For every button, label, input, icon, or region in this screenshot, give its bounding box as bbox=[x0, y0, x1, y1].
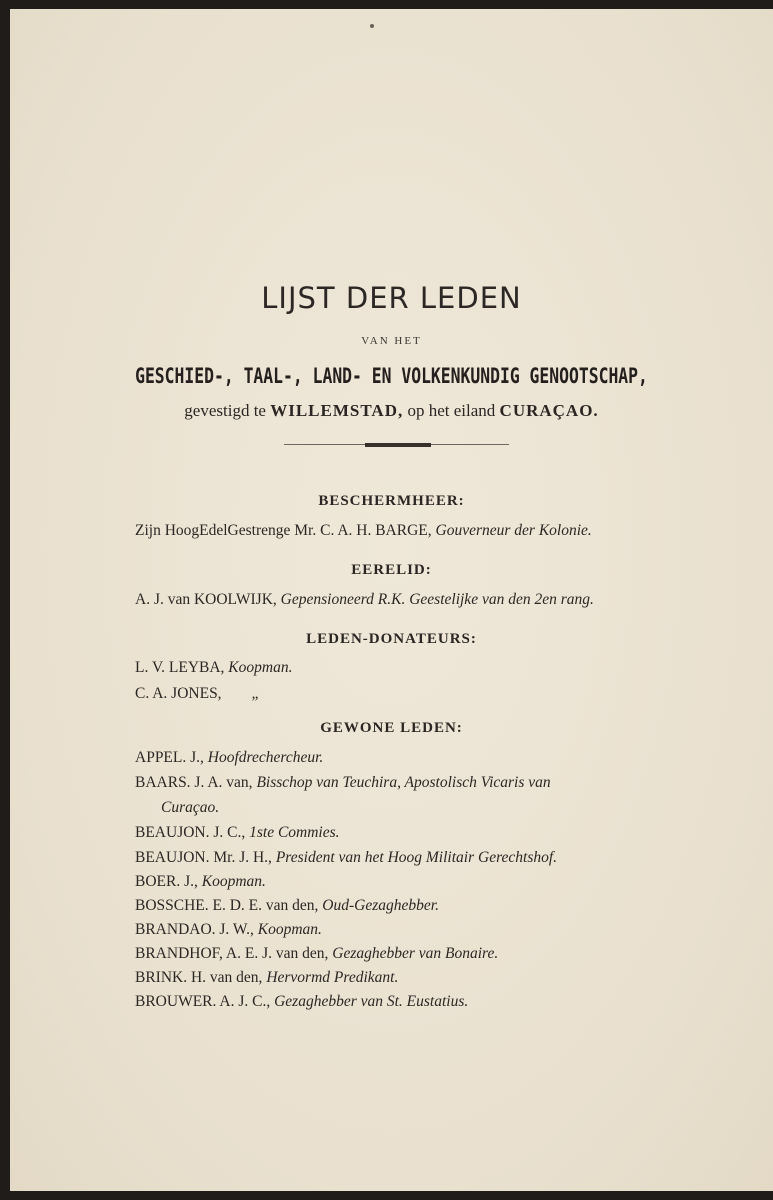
member-role: President van het Hoog Militair Gerechtshof. bbox=[275, 849, 558, 866]
society-name: GESCHIED-, TAAL-, LAND- EN VOLKENKUNDIG GENOOTSCHAP, bbox=[135, 364, 648, 388]
heading-gewone-leden: GEWONE LEDEN: bbox=[320, 720, 463, 736]
member-name: BRINK. H. van den, bbox=[135, 969, 263, 986]
member-role: „ bbox=[251, 685, 261, 702]
seat-city: WILLEMSTAD, bbox=[270, 401, 404, 420]
divider-bar bbox=[365, 443, 431, 447]
member-role: Koopman. bbox=[201, 873, 266, 890]
member-name: Zijn HoogEdelGestrenge Mr. C. A. H. BARGE, bbox=[135, 522, 432, 539]
member-name: A. J. van KOOLWIJK, bbox=[135, 591, 277, 608]
member-role: 1ste Commies. bbox=[249, 824, 340, 841]
list-item bbox=[135, 659, 292, 677]
member-role: Gepensioneerd R.K. Geestelijke van den 2en rang. bbox=[280, 591, 594, 608]
list-item-continuation bbox=[161, 799, 219, 817]
member-name: BEAUJON. Mr. J. H., bbox=[135, 849, 272, 866]
member-role: Curaçao. bbox=[161, 799, 220, 816]
member-name: BEAUJON. J. C., bbox=[135, 824, 246, 841]
member-role: Gezaghebber van Bonaire. bbox=[332, 945, 499, 962]
member-name: BOSSCHE. E. D. E. van den, bbox=[135, 897, 319, 914]
list-item bbox=[135, 921, 322, 939]
list-item bbox=[135, 774, 551, 792]
list-item bbox=[135, 873, 266, 891]
list-item bbox=[135, 969, 398, 987]
print-mark bbox=[370, 24, 374, 28]
heading-eerelid: EERELID: bbox=[351, 562, 432, 578]
member-name: BRANDAO. J. W., bbox=[135, 921, 254, 938]
society-seat bbox=[10, 401, 773, 421]
heading-leden-donateurs: LEDEN-DONATEURS: bbox=[306, 631, 477, 647]
seat-mid: op het eiland bbox=[407, 401, 496, 420]
page-title: LIJST DER LEDEN bbox=[261, 281, 522, 315]
subtitle-van-het: VAN HET bbox=[361, 335, 422, 347]
member-role: Oud-Gezaghebber. bbox=[322, 897, 439, 914]
list-item bbox=[135, 685, 260, 703]
list-item bbox=[135, 849, 557, 867]
member-role: Gouverneur der Kolonie. bbox=[435, 522, 592, 539]
member-role: Gezaghebber van St. Eustatius. bbox=[274, 993, 469, 1010]
list-item bbox=[135, 749, 323, 767]
member-role: Hervormd Predikant. bbox=[266, 969, 399, 986]
seat-pre: gevestigd te bbox=[184, 401, 266, 420]
beschermheer-entry bbox=[135, 522, 592, 540]
member-role: Hoofdrechercheur. bbox=[207, 749, 324, 766]
eerelid-entry bbox=[135, 591, 594, 609]
member-name: BOER. J., bbox=[135, 873, 198, 890]
document-page bbox=[10, 9, 773, 1191]
member-name: L. V. LEYBA, bbox=[135, 659, 225, 676]
heading-beschermheer: BESCHERMHEER: bbox=[318, 493, 465, 509]
list-item bbox=[135, 993, 468, 1011]
list-item bbox=[135, 824, 340, 842]
member-role: Koopman. bbox=[228, 659, 293, 676]
member-name: C. A. JONES, bbox=[135, 685, 222, 702]
member-name: BAARS. J. A. van, bbox=[135, 774, 253, 791]
list-item bbox=[135, 897, 439, 915]
list-item bbox=[135, 945, 498, 963]
member-name: BRANDHOF, A. E. J. van den, bbox=[135, 945, 329, 962]
member-name: APPEL. J., bbox=[135, 749, 204, 766]
member-name: BROUWER. A. J. C., bbox=[135, 993, 271, 1010]
seat-island: CURAÇAO. bbox=[499, 401, 599, 420]
member-role: Koopman. bbox=[257, 921, 322, 938]
member-role: Bisschop van Teuchira, Apostolisch Vicaris van bbox=[256, 774, 551, 791]
